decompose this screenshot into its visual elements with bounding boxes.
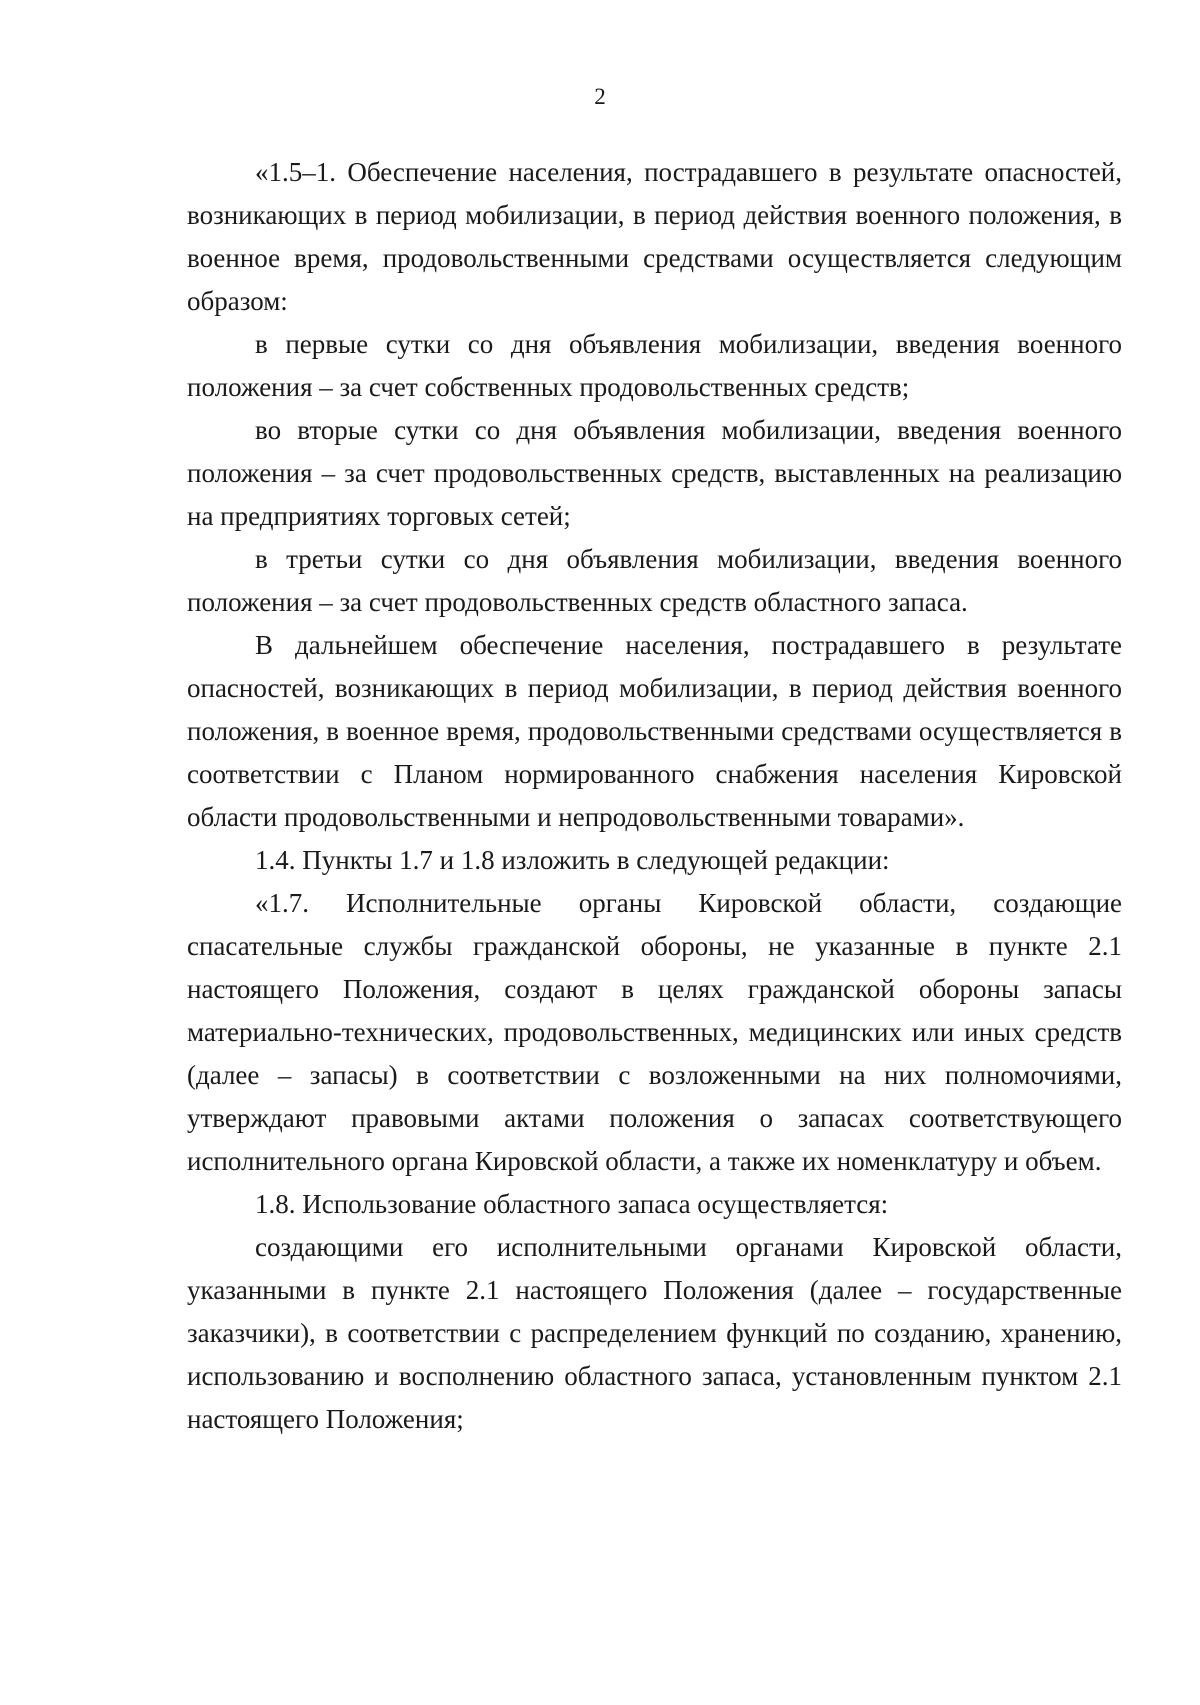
paragraph-second-day: во вторые сутки со дня объявления мобилизации, введения военного положения – за счет продовольственных средств, выставленных на реализацию на предприятиях торговых сетей; [187,415,1122,531]
paragraph-1-8: 1.8. Использование областного запаса осуществляется: [255,1189,889,1219]
paragraph-1-4: 1.4. Пункты 1.7 и 1.8 изложить в следующей редакции: [255,845,890,875]
paragraph-third-day: в третьи сутки со дня объявления мобилизации, введения военного положения – за счет продовольственных средств областного запаса. [187,544,1122,617]
paragraph-1-7: «1.7. Исполнительные органы Кировской области, создающие спасательные службы гражданской обороны, не указанные в пункте 2.1 настоящего Положения, создают в целях гражданской обороны запасы материально-технических, продовольственных, медицинских или иных средств (далее – запасы) в соответствии с возложенными на них полномочиями, утверждают правовыми актами положения о запасах соответствующего исполнительного органа Кировской области, а также их номенклатуру и объем. [187,888,1122,1176]
page-number: 2 [594,84,606,109]
paragraph-state-customers: создающими его исполнительными органами Кировской области, указанными в пункте 2.1 настоящего Положения (далее – государственные заказчики), в соответствии с распределением функций по созданию, хранению, использованию и восполнению областного запаса, установленным пунктом 2.1 настоящего Положения; [187,1232,1122,1434]
paragraph-first-day: в первые сутки со дня объявления мобилизации, введения военного положения – за счет собственных продовольственных средств; [187,329,1122,402]
document-body [187,151,1122,1441]
paragraph-1-5-1: «1.5–1. Обеспечение населения, пострадавшего в результате опасностей, возникающих в период мобилизации, в период действия военного положения, в военное время, продовольственными средствами осуществляется следующим образом: [187,157,1122,316]
paragraph-further-supply: В дальнейшем обеспечение населения, пострадавшего в результате опасностей, возникающих в период мобилизации, в период действия военного положения, в военное время, продовольственными средствами осуществляется в соответствии с Планом нормированного снабжения населения Кировской области продовольственными и непродовольственными товарами». [187,630,1122,832]
